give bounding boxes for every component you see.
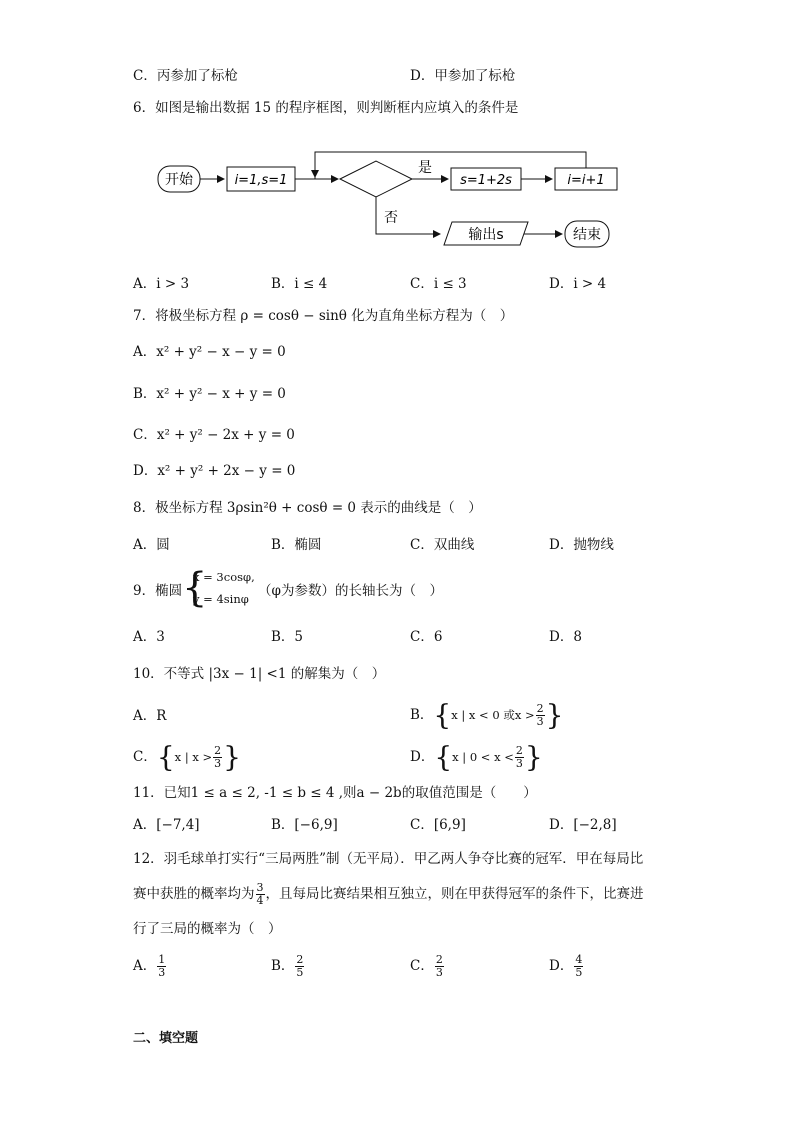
q11-option-a: A．[−7,4]	[133, 817, 200, 833]
q10-option-b-label: B．	[410, 707, 434, 723]
flow-start-label: 开始	[165, 172, 193, 188]
q9-system-brace: {	[182, 565, 208, 611]
flow-no-label: 否	[384, 210, 398, 226]
q6-stem: 6．如图是输出数据 15 的程序框图，则判断框内应填入的条件是	[133, 100, 519, 116]
q9-system-line2: y = 4sinφ	[193, 592, 249, 606]
q7-option-d: D．x² + y² + 2x − y = 0	[133, 463, 296, 479]
q9-post: （φ为参数）的长轴长为（ ）	[258, 583, 443, 599]
q12-option-a-fraction	[157, 954, 166, 979]
q10-option-d-fraction	[515, 745, 524, 770]
left-brace-icon: {	[433, 698, 452, 732]
q12-option-c	[410, 948, 445, 984]
q9-option-d: D．8	[549, 629, 582, 645]
q12-option-d-fraction	[574, 954, 583, 979]
q6-option-d: D．i > 4	[549, 276, 607, 292]
right-brace-icon: }	[545, 698, 564, 732]
q11-option-d: D．[−2,8]	[549, 817, 617, 833]
q12-option-b	[271, 948, 305, 984]
left-brace-icon: {	[434, 740, 453, 774]
q10-option-b	[410, 697, 563, 733]
q12-option-a	[133, 948, 167, 984]
flow-yes-label: 是	[418, 160, 432, 176]
flow-output-label: 输出s	[468, 227, 504, 243]
right-brace-icon: }	[524, 740, 543, 774]
q10-option-c-set: x | x >	[174, 750, 213, 764]
q8-option-c: C．双曲线	[410, 537, 475, 553]
fraction-denominator: 3	[435, 966, 443, 979]
q12-option-a-label: A．	[133, 958, 157, 974]
q5-option-d: D．甲参加了标枪	[410, 68, 516, 84]
q7-option-b: B．x² + y² − x + y = 0	[133, 386, 286, 402]
q6-option-c: C．i ≤ 3	[410, 276, 467, 292]
q10-option-c-label: C．	[133, 749, 157, 765]
q6-option-a: A．i > 3	[133, 276, 190, 292]
flow-init-label: i=1,s=1	[234, 173, 288, 188]
q10-option-c	[133, 739, 241, 775]
fraction-numerator: 2	[515, 744, 523, 757]
q9-option-b: B．5	[271, 629, 304, 645]
q12-option-d-label: D．	[549, 958, 574, 974]
fraction-numerator: 2	[214, 744, 222, 757]
q12-line2-start: 赛中获胜的概率均为	[133, 886, 255, 902]
q8-option-a: A．圆	[133, 537, 170, 553]
fraction-numerator: 3	[256, 881, 264, 894]
q11-stem: 11．已知1 ≤ a ≤ 2, -1 ≤ b ≤ 4 ,则a − 2b的取值范围是（ ）	[133, 785, 537, 801]
q9-option-a: A．3	[133, 629, 165, 645]
q10-option-a: A．R	[133, 708, 167, 724]
q12-option-b-label: B．	[271, 958, 295, 974]
q11-option-b: B．[−6,9]	[271, 817, 338, 833]
q12-option-b-fraction	[295, 954, 304, 979]
q6-option-b: B．i ≤ 4	[271, 276, 328, 292]
q7-option-c: C．x² + y² − 2x + y = 0	[133, 427, 295, 443]
left-brace-icon: {	[156, 740, 175, 774]
q7-stem: 7．将极坐标方程 ρ = cosθ − sinθ 化为直角坐标方程为（ ）	[133, 308, 514, 324]
q9-pre: 9．椭圆	[133, 583, 183, 599]
section-heading-fill-in: 二、填空题	[133, 1031, 199, 1046]
q8-stem: 8．极坐标方程 3ρsin²θ + cosθ = 0 表示的曲线是（ ）	[133, 500, 482, 516]
q12-line2	[133, 876, 644, 912]
q10-stem: 10．不等式 |3x − 1| <1 的解集为（ ）	[133, 666, 386, 682]
fraction-numerator: 2	[296, 953, 304, 966]
fraction-denominator: 5	[575, 966, 583, 979]
q12-probability-fraction	[256, 882, 265, 907]
fraction-numerator: 2	[435, 953, 443, 966]
q12-line2-end: ，且每局比赛结果相互独立，则在甲获得冠军的条件下，比赛进	[265, 886, 644, 902]
q6-flowchart	[0, 140, 794, 260]
fraction-numerator: 2	[536, 702, 544, 715]
fraction-denominator: 3	[536, 715, 544, 728]
q12-line1: 12．羽毛球单打实行“三局两胜”制（无平局）．甲乙两人争夺比赛的冠军．甲在每局比	[133, 851, 644, 867]
q12-line3: 行了三局的概率为（ ）	[133, 921, 282, 937]
q8-option-d: D．抛物线	[549, 537, 614, 553]
fraction-denominator: 3	[515, 757, 523, 770]
q10-option-b-fraction	[536, 703, 545, 728]
q12-option-c-label: C．	[410, 958, 434, 974]
q10-option-d	[410, 739, 543, 775]
flow-process1-label: s=1+2s	[460, 173, 512, 188]
q5-option-c: C．丙参加了标枪	[133, 68, 238, 84]
fraction-denominator: 4	[256, 894, 264, 907]
q8-option-b: B．椭圆	[271, 537, 322, 553]
fraction-denominator: 3	[214, 757, 222, 770]
q10-option-d-label: D．	[410, 749, 435, 765]
right-brace-icon: }	[223, 740, 241, 774]
q12-option-d	[549, 948, 584, 984]
q12-option-c-fraction	[435, 954, 444, 979]
q10-option-b-set: x | x < 0 或x >	[451, 708, 535, 722]
fraction-denominator: 5	[296, 966, 304, 979]
fraction-numerator: 4	[575, 953, 583, 966]
fraction-denominator: 3	[158, 966, 166, 979]
fraction-numerator: 1	[158, 953, 166, 966]
flow-decision-node	[340, 161, 412, 197]
flow-process2-label: i=i+1	[567, 173, 605, 188]
q9-option-c: C．6	[410, 629, 443, 645]
q11-option-c: C．[6,9]	[410, 817, 466, 833]
q7-option-a: A．x² + y² − x − y = 0	[133, 344, 286, 360]
q10-option-c-fraction	[213, 745, 222, 770]
q10-option-d-set: x | 0 < x <	[452, 750, 514, 764]
flow-end-label: 结束	[573, 227, 601, 243]
q9-system-line1: x = 3cosφ,	[193, 570, 255, 584]
